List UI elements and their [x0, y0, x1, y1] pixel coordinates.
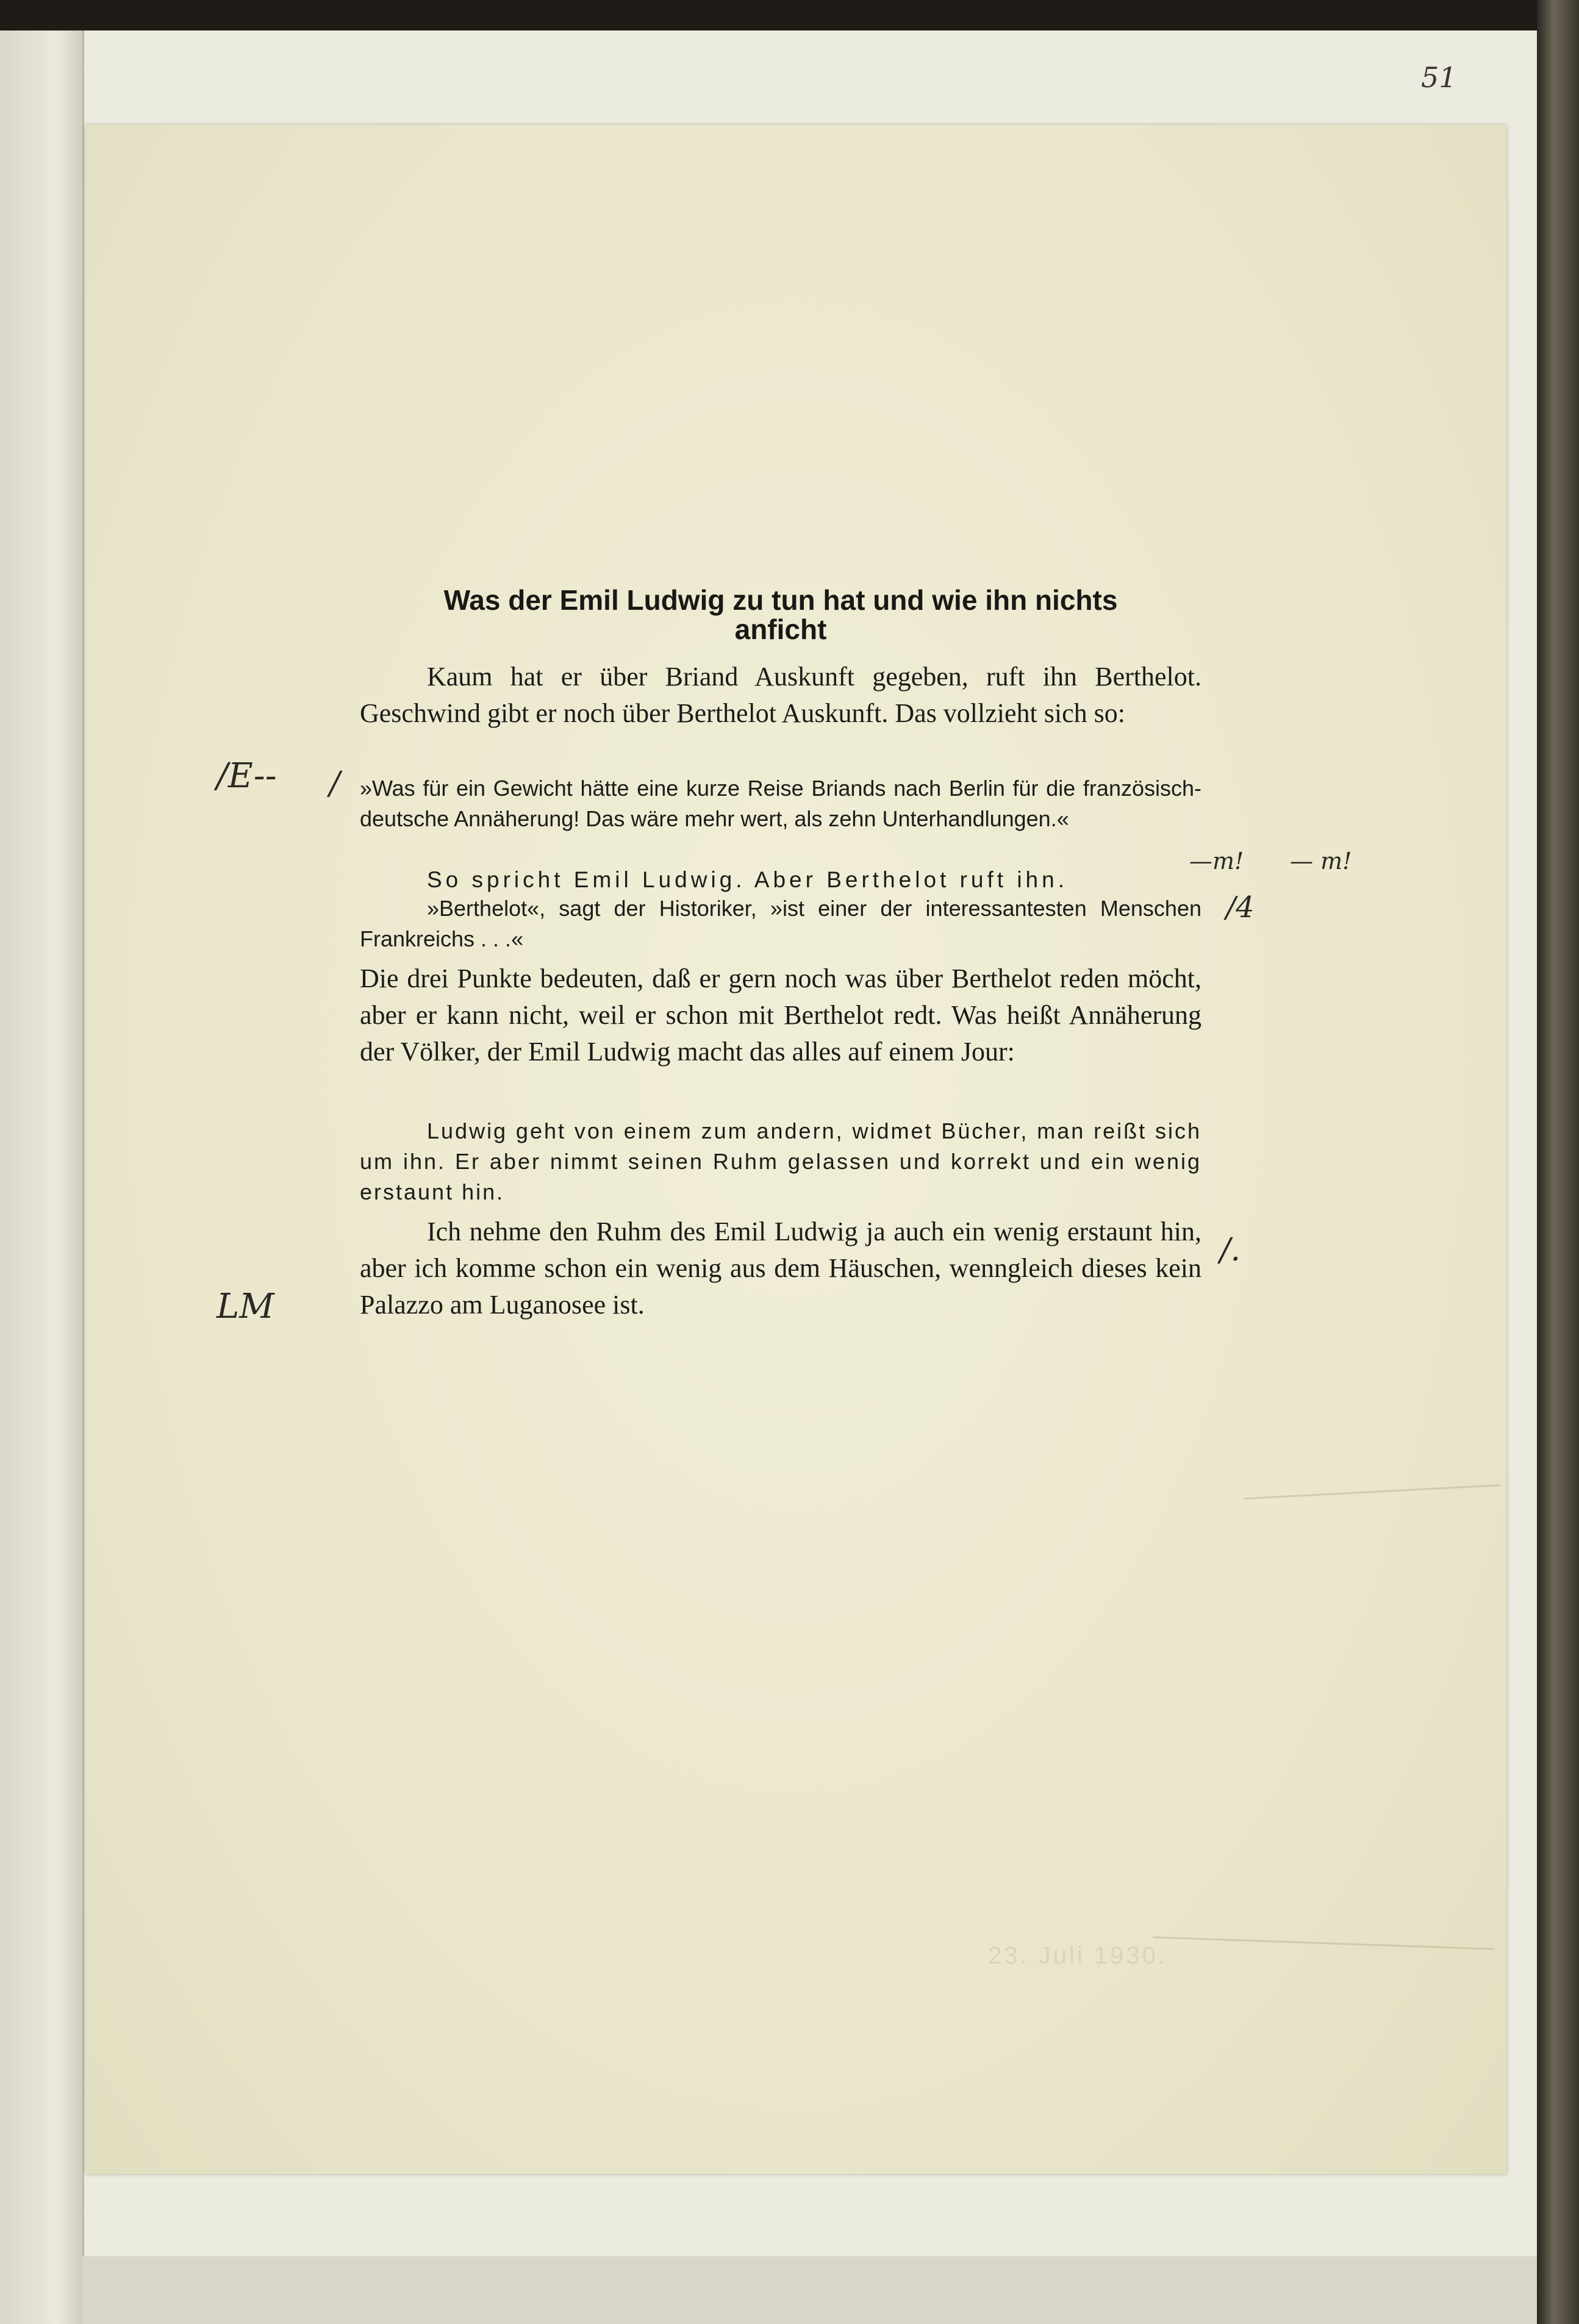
margin-mark-right-3: /4	[1226, 890, 1255, 924]
margin-mark-right-1: —m!	[1189, 848, 1244, 874]
volume-edge	[1537, 0, 1579, 2324]
binding-spine	[0, 30, 84, 2324]
date-stamp: 23. Juli 1930.	[988, 1942, 1167, 1969]
folio-number: 51	[1421, 61, 1457, 94]
board-bottom	[82, 2256, 1537, 2324]
margin-mark-left-2: LM	[217, 1287, 274, 1326]
title-line-2: anficht	[734, 613, 827, 645]
paragraph-1: Kaum hat er über Briand Auskunft gegeben, ruft ihn Berthelot. Geschwind gibt er noch über Berthelot Auskunft. Das vollzieht sich so:	[360, 662, 1201, 728]
margin-mark-slash: /	[329, 765, 340, 802]
margin-mark-right-4: /.	[1220, 1232, 1241, 1268]
quote-4: Ludwig geht von einem zum andern, widmet Bücher, man reißt sich um ihn. Er aber nimmt seinen Ruhm gelassen und korrekt und ein wenig erstaunt hin.	[360, 1118, 1201, 1204]
paper-crease	[1153, 1936, 1494, 1950]
quote-3: »Berthelot«, sagt der Historiker, »ist einer der interessantesten Menschen Frankreichs . . .«	[360, 896, 1201, 951]
quote-2: So spricht Emil Ludwig. Aber Berthelot ruft ihn.	[427, 867, 1068, 892]
paragraph-3: Ich nehme den Ruhm des Emil Ludwig ja auch ein wenig erstaunt hin, aber ich komme schon ein wenig aus dem Häuschen, wenngleich dieses kein Palazzo am Luganosee ist.	[360, 1217, 1201, 1320]
paragraph-2: Die drei Punkte bedeuten, daß er gern noch was über Berthelot reden möcht, aber er kann nicht, weil er schon mit Berthelot redt. Was heißt Annäherung der Völker, der Emil Ludwig macht das alles auf einem Jour:	[360, 964, 1201, 1067]
quote-1: »Was für ein Gewicht hätte eine kurze Reise Briands nach Berlin für die französisch-deutsche Annäherung! Das wäre mehr wert, als zehn Unterhandlungen.«	[360, 776, 1201, 831]
article-title	[354, 585, 1208, 644]
title-line-1: Was der Emil Ludwig zu tun hat und wie ihn nichts	[443, 584, 1118, 616]
margin-mark-left-1: /E--	[217, 756, 277, 796]
margin-mark-right-2: — m!	[1290, 848, 1352, 874]
paper-crease	[1244, 1484, 1500, 1500]
